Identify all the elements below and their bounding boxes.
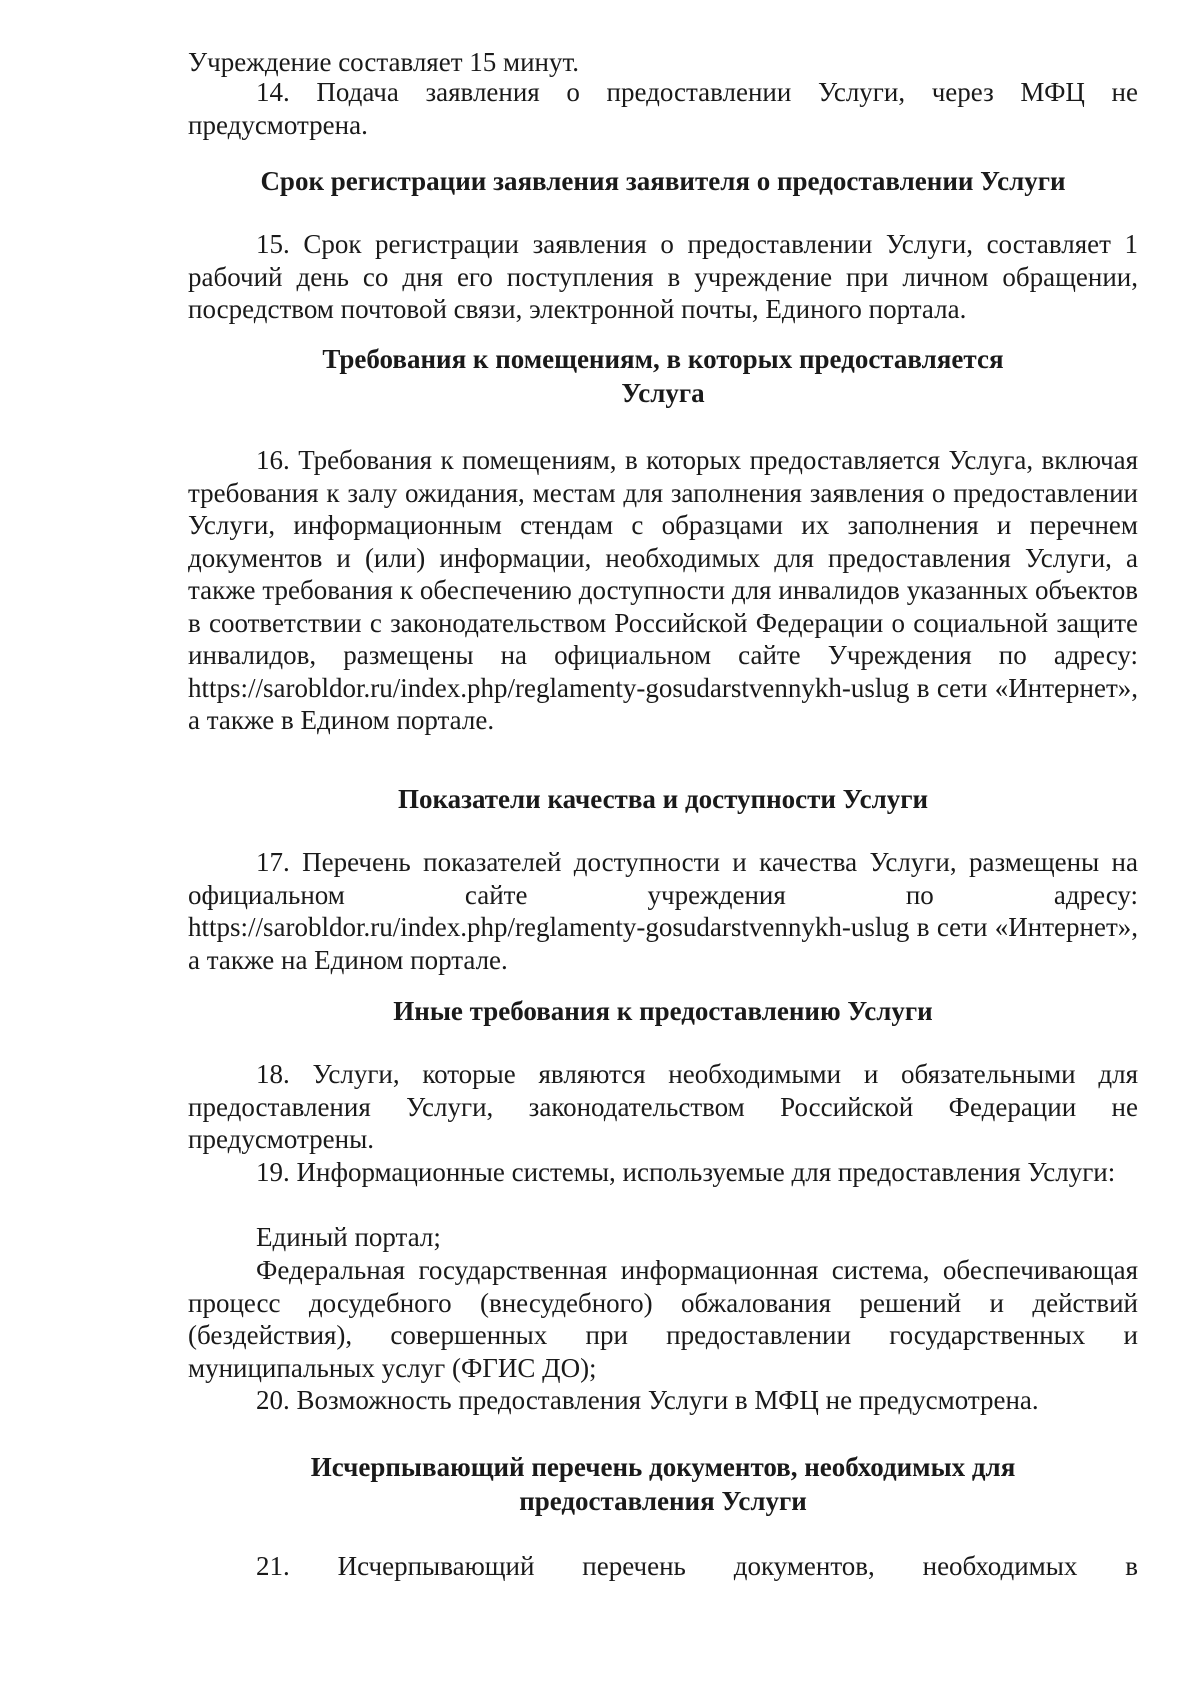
paragraph-15: 15. Срок регистрации заявления о предоставлении Услуги, составляет 1 рабочий день со дня его поступления в учреждение при личном обращении, посредством почтовой связи, электронной почты, Единого портала. <box>188 229 1138 324</box>
paragraph-16: 16. Требования к помещениям, в которых предоставляется Услуга, включая требования к залу ожидания, местам для заполнения заявления о предоставлении Услуги, информационным стендам с образцами их заполнения и перечнем документов и (или) информации, необходимых для предоставления Услуги, а также требования к обеспечению доступности для инвалидов указанных объектов в соответствии с законодательством Российской Федерации о социальной защите инвалидов, размещены на официальном сайте Учреждения по адресу: https://sarobldor.ru/index.php/reglamenty-gosudarstvennykh-uslug в сети «Интернет», а также в Едином портале. <box>188 445 1138 735</box>
heading-registration-term: Срок регистрации заявления заявителя о предоставлении Услуги <box>260 166 1066 196</box>
p21-word: в <box>1125 1551 1138 1581</box>
heading-premises-requirements <box>188 342 1138 410</box>
paragraph-20: 20. Возможность предоставления Услуги в МФЦ не предусмотрена. <box>256 1385 1039 1415</box>
paragraph-17: 17. Перечень показателей доступности и качества Услуги, размещены на официальном сайте учреждения по адресу: https://sarobldor.ru/index.php/reglamenty-gosudarstvennykh-uslug в сети «Интернет», а также на Едином портале. <box>188 847 1138 975</box>
heading-other-requirements: Иные требования к предоставлению Услуги <box>393 996 933 1026</box>
p21-word: 21. <box>256 1551 290 1581</box>
p21-word: перечень <box>582 1551 686 1581</box>
paragraph-21-first-line <box>256 1550 1138 1583</box>
heading-quality-indicators: Показатели качества и доступности Услуги <box>397 784 929 814</box>
heading-premises-line-1: Требования к помещениям, в которых предоставляется <box>322 344 1004 374</box>
heading-documents-list <box>188 1450 1138 1518</box>
p21-word: необходимых <box>922 1551 1078 1581</box>
heading-documents-line-2: предоставления Услуги <box>519 1486 807 1516</box>
paragraph-18: 18. Услуги, которые являются необходимыми и обязательными для предоставления Услуги, законодательством Российской Федерации не предусмотрены. <box>188 1059 1138 1154</box>
p21-word: Исчерпывающий <box>337 1551 535 1581</box>
paragraph-14: 14. Подача заявления о предоставлении Услуги, через МФЦ не предусмотрена. <box>188 77 1138 140</box>
paragraph-19: 19. Информационные системы, используемые для предоставления Услуги: <box>256 1157 1116 1187</box>
p21-word: документов, <box>733 1551 875 1581</box>
continuation-line: Учреждение составляет 15 минут. <box>188 47 580 77</box>
heading-premises-line-2: Услуга <box>621 378 705 408</box>
paragraph-19-item-2: Федеральная государственная информационная система, обеспечивающая процесс досудебного (внесудебного) обжалования решений и действий (бездействия), совершенных при предоставлении государственных и муниципальных услуг (ФГИС ДО); <box>188 1255 1138 1383</box>
heading-documents-line-1: Исчерпывающий перечень документов, необходимых для <box>310 1452 1016 1482</box>
paragraph-19-item-1: Единый портал; <box>256 1222 441 1252</box>
